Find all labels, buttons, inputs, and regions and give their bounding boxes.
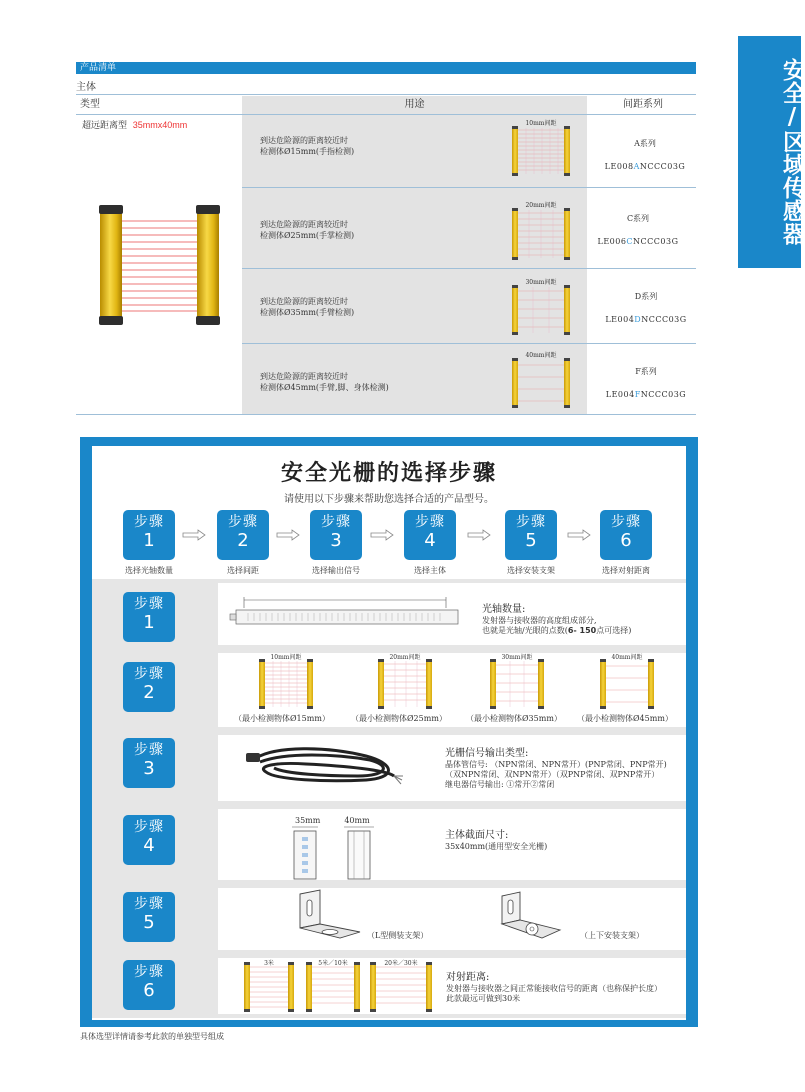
series-row-3 [596, 291, 696, 325]
dim-label: 40mm [344, 816, 370, 825]
usage-row-3 [260, 296, 354, 318]
note-line: 晶体管信号: （NPN常闭、NPN常开）(PNP常闭、PNP常开) [445, 760, 667, 769]
spacing-label: 20mm间距 [525, 202, 557, 209]
series-name: F系列 [635, 367, 657, 376]
bracket-caption: （上下安装支架） [580, 931, 644, 940]
note-line: 也就是光轴/光眼的点数(6- 150点可选择) [482, 626, 632, 635]
steps-title: 安全光栅的选择步骤 [280, 461, 497, 486]
main-body-label: 主体 [76, 82, 96, 93]
flow-caption: 选择安装支架 [507, 566, 555, 575]
spacing-label: 40mm间距 [525, 352, 557, 359]
note-line: 发射器与接收器的高度组成部分, [482, 616, 597, 625]
divider [76, 94, 696, 95]
divider [242, 268, 696, 269]
usage-line: 检测体Ø35mm(手臂检测) [260, 308, 355, 317]
series-name: A系列 [634, 139, 656, 148]
note-title: 对射距离: [446, 972, 490, 983]
step6-note [446, 972, 662, 1004]
distance-label: 5米／10米 [318, 960, 348, 967]
min-object-caption: （最小检测物体Ø45mm） [577, 714, 673, 723]
curtain-sample-30mm [486, 652, 548, 710]
model-code: LE006CNCCC03G [597, 237, 679, 246]
usage-row-1 [260, 135, 354, 157]
product-image [100, 205, 230, 330]
series-row-2 [588, 213, 688, 247]
l-bracket-image [290, 888, 370, 946]
arrow-right-icon [183, 530, 205, 540]
min-object-caption: （最小检测物体Ø35mm） [466, 714, 562, 723]
spacing-label: 30mm间距 [525, 279, 557, 286]
row-step-3: 步骤 3 [123, 738, 175, 788]
type-label [82, 118, 187, 131]
step3-note [445, 748, 667, 790]
min-object-caption: （最小检测物体Ø15mm） [234, 714, 330, 723]
bracket-caption: （L型侧装支架） [367, 931, 429, 940]
step4-note [445, 830, 547, 852]
series-name: D系列 [634, 292, 658, 301]
distance-label: 3米 [264, 960, 274, 967]
series-row-4 [596, 366, 696, 400]
divider [242, 343, 696, 344]
note-title: 主体截面尺寸: [445, 830, 509, 841]
note-line: （双NPN常闭、双NPN常开）（双PNP常闭、双PNP常开） [445, 770, 660, 779]
note-title: 光轴数量: [482, 604, 526, 615]
col-usage: 用途 [404, 99, 425, 110]
note-line: 35x40mm(通用型安全光栅) [445, 842, 548, 851]
model-code: LE004DNCCC03G [605, 315, 687, 324]
arrow-right-icon [568, 530, 590, 540]
flow-step-5: 步骤 5 [505, 510, 557, 560]
spacing-label: 10mm间距 [525, 120, 557, 127]
divider [76, 114, 696, 115]
signal-cable-image [246, 740, 406, 790]
model-code: LE004FNCCC03G [605, 390, 687, 399]
arrow-right-icon [371, 530, 393, 540]
curtain-sample-10mm [255, 652, 317, 710]
col-type: 类型 [80, 99, 100, 110]
product-list-title: 产品清单 [80, 63, 117, 73]
flow-step-4: 步骤 4 [404, 510, 456, 560]
spacing-label: 40mm间距 [611, 654, 643, 661]
flow-caption: 选择输出信号 [312, 566, 360, 575]
arrow-right-icon [468, 530, 490, 540]
spacing-label: 10mm间距 [270, 654, 302, 661]
min-object-caption: （最小检测物体Ø25mm） [351, 714, 447, 723]
curtain-20mm [508, 200, 574, 262]
footer-note: 具体选型详情请参考此款的单独型号组成 [80, 1032, 224, 1041]
step1-note [482, 604, 631, 636]
curtain-10mm [508, 118, 574, 178]
usage-line: 检测体Ø15mm(手指检测) [260, 147, 355, 156]
curtain-40mm [508, 350, 574, 410]
usage-line: 检测体Ø25mm(手掌检测) [260, 231, 355, 240]
curtain-30mm [508, 277, 574, 337]
flow-step-1: 步骤 1 [123, 510, 175, 560]
note-line: 继电器信号输出: ①常开②常闭 [445, 780, 555, 789]
divider [76, 414, 696, 415]
section-tab-title: 安全/区域传感器 [779, 58, 805, 245]
curtain-sample-40mm [596, 652, 658, 710]
flow-step-6: 步骤 6 [600, 510, 652, 560]
flow-caption: 选择主体 [414, 566, 446, 575]
row-step-2: 步骤 2 [123, 662, 175, 712]
flow-caption: 选择间距 [227, 566, 259, 575]
flow-caption: 选择光轴数量 [125, 566, 173, 575]
arrow-right-icon [277, 530, 299, 540]
curtain-sample-20mm [374, 652, 436, 710]
series-row-1 [595, 138, 695, 172]
product-list-header-bar [76, 62, 696, 74]
distance-3m [242, 958, 296, 1014]
flow-step-3: 步骤 3 [310, 510, 362, 560]
distance-20-30m [368, 958, 434, 1014]
type-size: 35mmx40mm [132, 120, 188, 130]
steps-subtitle: 请使用以下步骤来帮助您选择合适的产品型号。 [284, 494, 494, 505]
distance-5-10m [304, 958, 362, 1014]
spacing-label: 20mm间距 [389, 654, 421, 661]
usage-line: 到达危险源的距离较近时 [260, 297, 348, 306]
note-title: 光栅信号输出类型: [445, 748, 529, 759]
usage-line: 到达危险源的距离较近时 [260, 136, 348, 145]
usage-line: 到达危险源的距离较近时 [260, 220, 348, 229]
mount-bracket-image [490, 890, 570, 946]
usage-line: 检测体Ø45mm(手臂,脚、身体检测) [260, 383, 389, 392]
note-line: 此款最远可做到30米 [446, 994, 521, 1003]
model-code: LE008ANCCC03G [604, 162, 686, 171]
usage-line: 到达危险源的距离较近时 [260, 372, 348, 381]
type-name: 超远距离型 [82, 121, 128, 131]
usage-row-4 [260, 371, 389, 393]
light-bar-length-diagram [228, 596, 464, 632]
row-step-1: 步骤 1 [123, 592, 175, 642]
spacing-label: 30mm间距 [501, 654, 533, 661]
usage-row-2 [260, 219, 354, 241]
row-step-4: 步骤 4 [123, 815, 175, 865]
cross-section-diagram [288, 825, 388, 881]
divider [242, 187, 696, 188]
section-tab [738, 36, 805, 268]
flow-step-2: 步骤 2 [217, 510, 269, 560]
distance-label: 20米／30米 [384, 960, 418, 967]
dim-label: 35mm [295, 816, 321, 825]
note-line: 发射器与接收器之间正常能接收信号的距离（也称保护长度） [446, 984, 662, 993]
row-step-5: 步骤 5 [123, 892, 175, 942]
series-name: C系列 [626, 214, 650, 223]
row-step-6: 步骤 6 [123, 960, 175, 1010]
flow-caption: 选择对射距离 [602, 566, 650, 575]
col-spacing-series: 间距系列 [623, 99, 663, 110]
